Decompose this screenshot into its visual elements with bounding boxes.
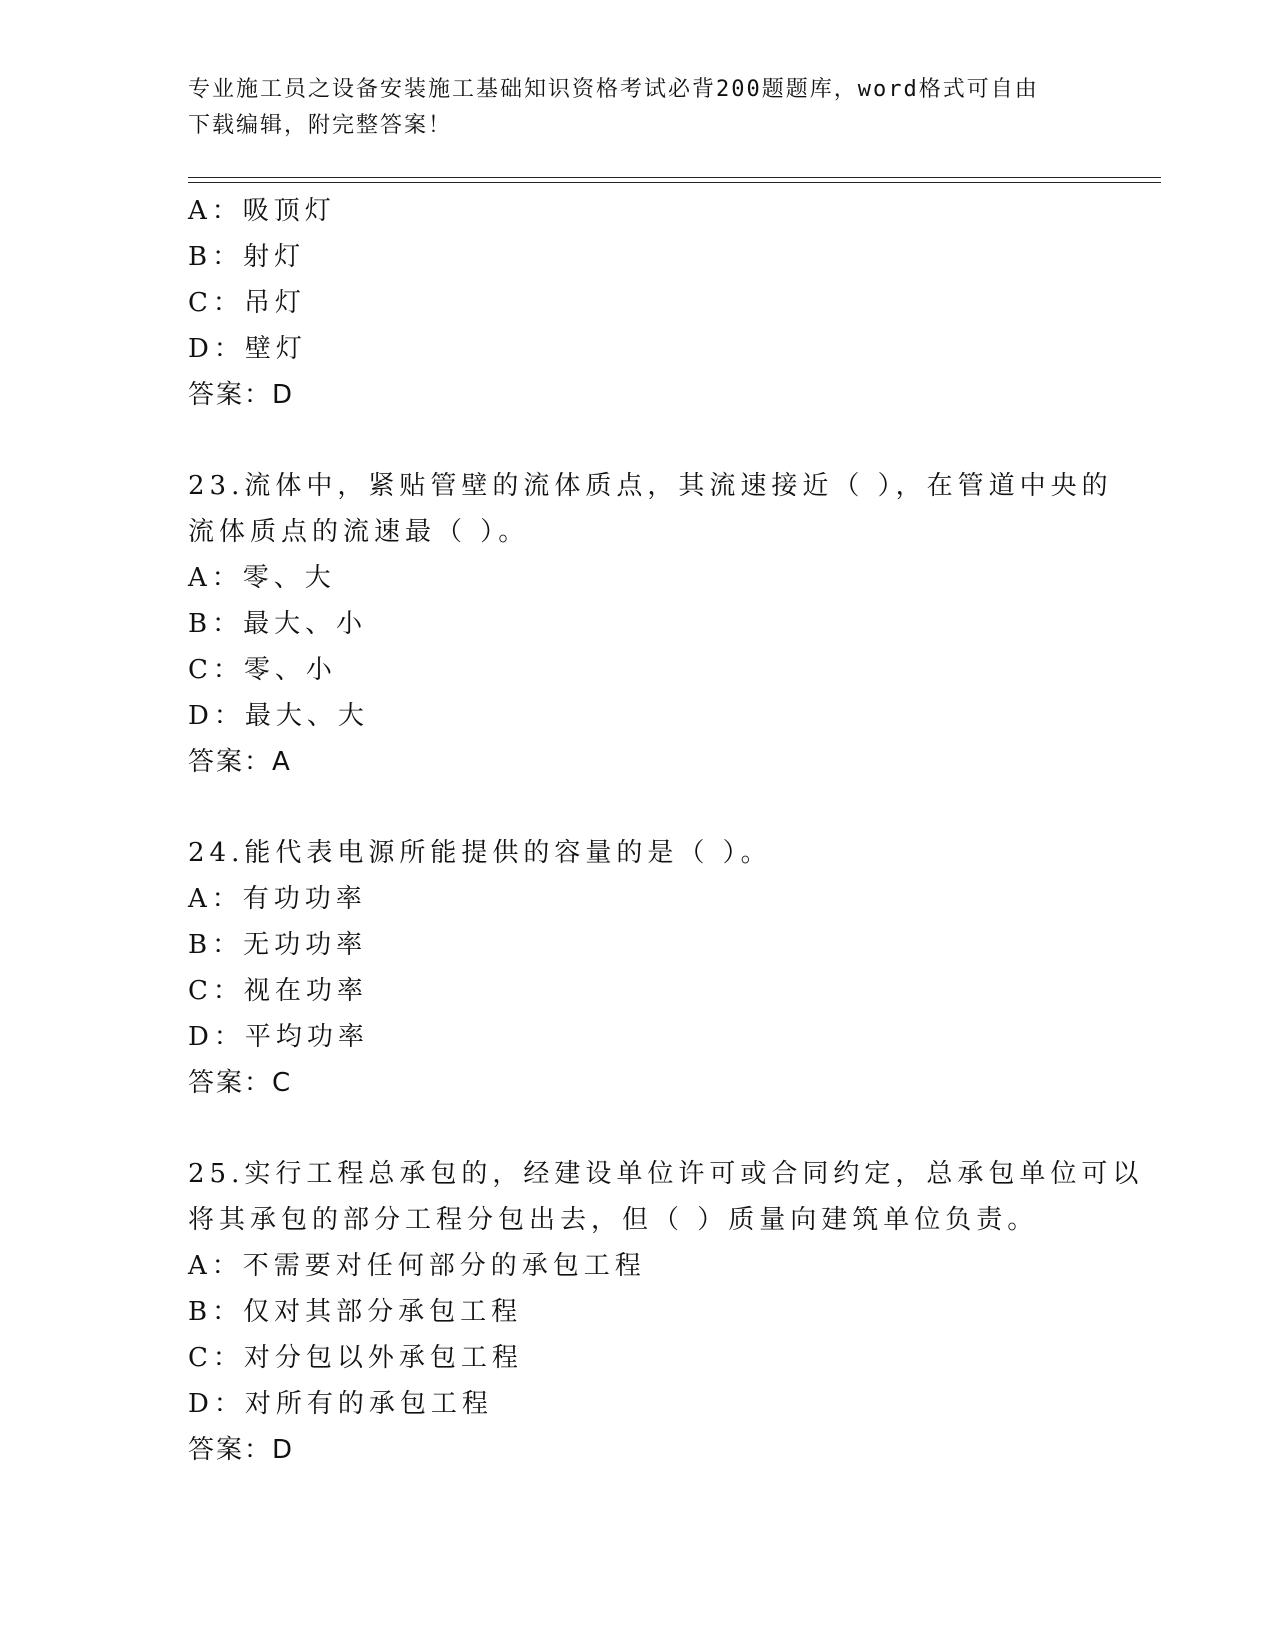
header-line-1: 专业施工员之设备安装施工基础知识资格考试必背200题题库，word格式可自由 (188, 77, 1039, 102)
header-line-2: 下载编辑，附完整答案！ (188, 113, 453, 138)
answer-line: 答案：D (188, 380, 295, 410)
question-stem: 23.流体中，紧贴管壁的流体质点，其流速接近（ ），在管道中央的 (188, 471, 1113, 501)
option-d: D：平均功率 (188, 1022, 369, 1052)
option-a: A：有功功率 (188, 884, 367, 914)
question-stem-continued: 流体质点的流速最（ ）。 (188, 517, 530, 547)
answer-line: 答案：A (188, 747, 292, 777)
option-b: B：射灯 (188, 242, 306, 272)
option-b: B：最大、小 (188, 609, 368, 639)
option-c: C：对分包以外承包工程 (188, 1343, 523, 1373)
option-a: A：零、大 (188, 563, 336, 593)
answer-line: 答案：C (188, 1068, 293, 1098)
question-block-continued (188, 188, 1088, 418)
option-d: D：壁灯 (188, 334, 307, 364)
question-block-23 (188, 463, 1113, 785)
option-c: C：零、小 (188, 655, 337, 685)
question-stem: 24.能代表电源所能提供的容量的是（ ）。 (188, 838, 772, 868)
header-divider-top (188, 177, 1161, 178)
question-block-25 (188, 1151, 1144, 1473)
question-stem-continued: 将其承包的部分工程分包出去，但（ ）质量向建筑单位负责。 (188, 1205, 1039, 1235)
document-header (188, 72, 1088, 144)
option-d: D：对所有的承包工程 (188, 1389, 493, 1419)
option-d: D：最大、大 (188, 701, 369, 731)
header-divider-bottom (188, 182, 1161, 183)
question-list (188, 188, 1144, 1473)
option-b: B：无功功率 (188, 930, 368, 960)
option-a: A：吸顶灯 (188, 196, 336, 226)
option-b: B：仅对其部分承包工程 (188, 1297, 523, 1327)
option-c: C：视在功率 (188, 976, 368, 1006)
option-c: C：吊灯 (188, 288, 306, 318)
question-block-24 (188, 830, 1088, 1106)
answer-line: 答案：D (188, 1435, 295, 1465)
question-stem: 25.实行工程总承包的，经建设单位许可或合同约定，总承包单位可以 (188, 1159, 1144, 1189)
option-a: A：不需要对任何部分的承包工程 (188, 1251, 646, 1281)
